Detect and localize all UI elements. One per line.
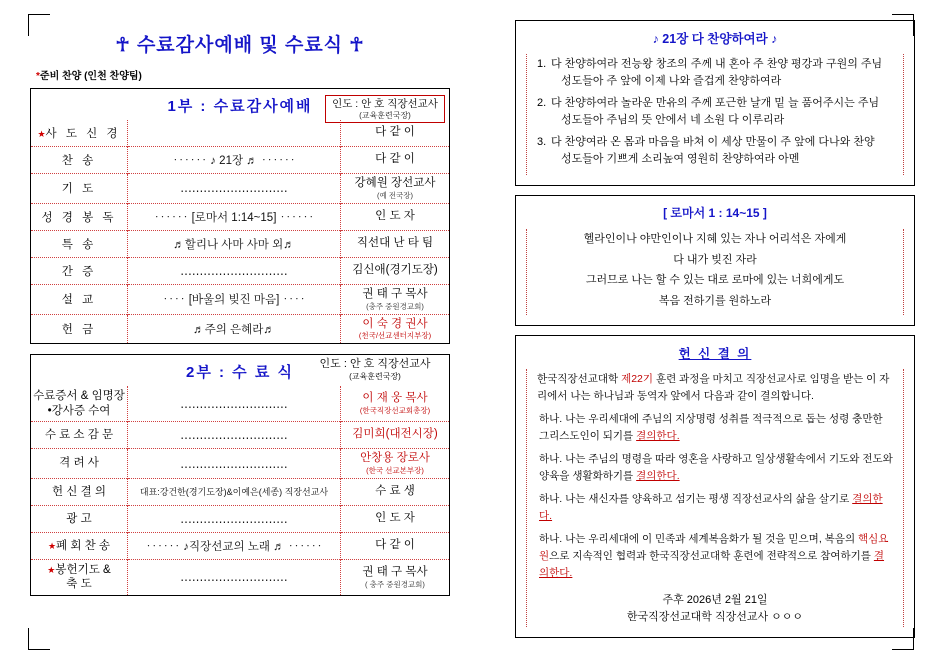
verse-line-1: 다 찬양여라 온 몸과 마음을 바쳐 이 세상 만물이 주 앞에 다나와 찬양 bbox=[551, 136, 875, 149]
table-row bbox=[31, 559, 449, 594]
row-item bbox=[31, 203, 128, 230]
row-detail: ‥‥‥ [로마서 1:14~15] ‥‥‥ bbox=[128, 203, 341, 230]
row-detail: ‥‥‥‥‥‥‥‥‥‥‥‥‥‥ bbox=[128, 422, 341, 449]
row-item bbox=[31, 505, 128, 532]
list-item bbox=[537, 95, 893, 129]
row-item-label: 수료증서 & 임명장 bbox=[33, 390, 125, 403]
vow-item-text: 하나. 나는 우리세대에 이 민족과 세계복음화가 될 것을 믿으며, 복음의 bbox=[539, 533, 859, 546]
row-person bbox=[341, 532, 450, 559]
row-detail: ‥‥‥‥‥‥‥‥‥‥‥‥‥‥ bbox=[128, 449, 341, 479]
row-item bbox=[31, 386, 128, 421]
star-icon: ★ bbox=[37, 129, 46, 139]
row-item bbox=[31, 422, 128, 449]
vow-title: 헌 신 결 의 bbox=[678, 347, 752, 362]
row-person-name: 다 같 이 bbox=[375, 539, 415, 552]
row-detail: ‥‥ [바울의 빚진 마음] ‥‥ bbox=[128, 284, 341, 314]
table-row bbox=[31, 422, 449, 449]
row-person-name: 김미희(대전시장) bbox=[352, 428, 438, 441]
asterisk-icon: * bbox=[36, 71, 40, 82]
row-detail: 대표:강건한(경기도장)&이예은(세종) 직장선교사 bbox=[128, 478, 341, 505]
row-person-sub: ( 충주 중원경교회) bbox=[365, 579, 425, 589]
row-person-name: 김신애(경기도장) bbox=[352, 263, 438, 276]
row-person bbox=[341, 257, 450, 284]
row-item-label bbox=[33, 563, 125, 577]
vow-item-emphasis: 결의한다. bbox=[636, 470, 680, 483]
row-item-label: 헌 신 결 의 bbox=[51, 485, 107, 498]
right-column bbox=[515, 20, 915, 647]
row-item-label: 찬 송 bbox=[61, 155, 97, 167]
row-person-name: 강혜원 장선교사 bbox=[354, 177, 436, 189]
row-person bbox=[341, 230, 450, 257]
vow-intro-a: 한국직장선교대학 bbox=[537, 373, 622, 386]
row-item-label2: 축 도 bbox=[66, 578, 92, 591]
row-item bbox=[31, 478, 128, 505]
part2-leader-sub: (교육훈련국장) bbox=[349, 371, 401, 381]
table-row bbox=[31, 505, 449, 532]
table-row bbox=[31, 386, 449, 421]
vow-body bbox=[526, 369, 904, 627]
row-detail bbox=[128, 120, 341, 147]
preparation-label: 준비 찬양 (인천 찬양팀) bbox=[39, 71, 142, 82]
row-person bbox=[341, 174, 450, 204]
table-row bbox=[31, 314, 449, 343]
vow-signer: 한국직장선교대학 직장선교사 ㅇㅇㅇ bbox=[626, 610, 804, 623]
row-person-name: 인 도 자 bbox=[375, 209, 415, 222]
row-person bbox=[341, 505, 450, 532]
scripture-line: 다 내가 빚진 자라 bbox=[673, 253, 757, 266]
scripture-line: 그러므로 나는 할 수 있는 대로 로마에 있는 너희에게도 bbox=[585, 274, 845, 287]
crop-mark-bottom-left bbox=[28, 628, 50, 650]
star-icon: ★ bbox=[47, 540, 57, 551]
row-person-sub: (예 전국장) bbox=[376, 190, 414, 200]
part1-leader-label: 인도 : 안 호 직장선교사 bbox=[332, 98, 438, 110]
vow-intro bbox=[537, 371, 893, 405]
row-person-name: 이 숙 경 권사 bbox=[362, 317, 428, 330]
row-detail: ‥‥‥‥‥‥‥‥‥‥‥‥‥‥ bbox=[128, 386, 341, 421]
row-detail: ‥‥‥‥‥‥‥‥‥‥‥‥‥‥ bbox=[128, 174, 341, 204]
row-person bbox=[341, 559, 450, 594]
vow-item-emphasis-2: 결의한다. bbox=[539, 550, 885, 580]
row-person bbox=[341, 203, 450, 230]
page-title: ☥ 수료감사예배 및 수료식 ☥ bbox=[115, 35, 365, 56]
table-row bbox=[31, 174, 449, 204]
row-detail: ♬주의 은혜라♬ bbox=[128, 314, 341, 343]
vow-signature bbox=[537, 592, 893, 625]
vow-item-text-2: 으로 지속적인 협력과 한국직장선교대학 훈련에 전략적으로 참여하기를 bbox=[549, 550, 874, 563]
row-person-sub: (천국/선교센터지부장) bbox=[358, 331, 432, 341]
row-person bbox=[341, 147, 450, 174]
part2-heading: 2부 : 수 료 식 bbox=[186, 364, 294, 382]
vow-item-text: 하나. 나는 우리세대에 주님의 지상명령 성취를 적극적으로 돕는 성령 충만한 그리스도인이 되기를 bbox=[539, 413, 883, 443]
row-item-label bbox=[33, 539, 125, 553]
row-person bbox=[341, 120, 450, 147]
verse-number: 3. bbox=[537, 136, 547, 149]
row-person-name: 다 같 이 bbox=[375, 126, 415, 139]
row-detail: ‥‥‥‥‥‥‥‥‥‥‥‥‥‥ bbox=[128, 257, 341, 284]
vow-item-emphasis: 결의한다. bbox=[636, 430, 680, 443]
verse-number: 1. bbox=[537, 58, 547, 70]
table-row bbox=[31, 257, 449, 284]
row-item-label: 격 려 사 bbox=[59, 457, 99, 470]
row-person-name: 수 료 생 bbox=[375, 485, 415, 498]
row-person-sub: (한국직장선교회총장) bbox=[359, 406, 431, 416]
vow-item bbox=[537, 491, 893, 525]
part1-program-table bbox=[31, 120, 449, 343]
row-person bbox=[341, 386, 450, 421]
part1-header bbox=[31, 89, 449, 120]
part1-leader bbox=[325, 95, 445, 123]
table-row bbox=[31, 478, 449, 505]
row-person bbox=[341, 284, 450, 314]
row-item-label: 설 교 bbox=[61, 294, 97, 307]
vow-item bbox=[537, 531, 893, 582]
row-detail: ‥‥‥ ♪직장선교의 노래 ♬ ‥‥‥ bbox=[128, 532, 341, 559]
row-item bbox=[31, 559, 128, 594]
row-person bbox=[341, 478, 450, 505]
row-item-label: 수 료 소 감 문 bbox=[44, 428, 114, 441]
scripture-box bbox=[515, 195, 915, 326]
row-person-name: 안창용 장로사 bbox=[360, 452, 430, 465]
vow-item bbox=[537, 451, 893, 485]
row-item-label2: •강사증 수여 bbox=[47, 404, 111, 417]
row-item bbox=[31, 532, 128, 559]
verse-line-2: 성도들아 주 앞에 이제 나와 즐겁게 찬양하여라 bbox=[561, 75, 782, 88]
part2-box bbox=[30, 354, 450, 595]
table-row bbox=[31, 449, 449, 479]
part1-box bbox=[30, 88, 450, 344]
verse-line-1: 다 찬양하여라 놀라운 만유의 주께 포근한 날개 밑 늘 품어주시는 주님 bbox=[551, 97, 880, 110]
row-person-name: 다 같 이 bbox=[375, 153, 415, 166]
vow-item-text: 하나. 나는 새신자를 양육하고 섬기는 평생 직장선교사의 삶을 살기로 bbox=[539, 493, 853, 506]
row-item-label: 광 고 bbox=[66, 512, 92, 525]
vow-item bbox=[537, 411, 893, 445]
row-person-name: 직선대 난 타 팀 bbox=[356, 236, 434, 249]
scripture-line: 복음 전하기를 원하노라 bbox=[658, 294, 772, 307]
vow-item-emphasis: 결의한다. bbox=[539, 493, 883, 523]
table-row bbox=[31, 230, 449, 257]
row-item bbox=[31, 284, 128, 314]
vow-cohort: 제22기 bbox=[621, 373, 654, 386]
star-icon: ★ bbox=[47, 564, 56, 575]
part2-program-table bbox=[31, 386, 449, 594]
vow-date: 주후 2026년 2월 21일 bbox=[662, 594, 768, 607]
vow-intro-b: 훈련 과정을 마치고 직장선교사로 임명을 받는 이 자리에서 나는 하나님과 동역자 앞에서 다음과 같이 결의합니다. bbox=[537, 373, 890, 403]
preparation-note bbox=[36, 67, 450, 82]
part1-heading: 1부 : 수료감사예배 bbox=[167, 98, 313, 115]
scripture-body bbox=[526, 229, 904, 315]
list-item bbox=[537, 56, 893, 90]
row-item bbox=[31, 257, 128, 284]
verse-number: 2. bbox=[537, 97, 547, 110]
row-detail: ‥‥‥ ♪ 21장 ♬ ‥‥‥ bbox=[128, 147, 341, 174]
part2-header bbox=[31, 355, 449, 386]
row-person-name: 권 태 구 목사 bbox=[362, 565, 428, 578]
row-item-label: 성 경 봉 독 bbox=[41, 211, 117, 224]
table-row bbox=[31, 284, 449, 314]
table-row bbox=[31, 532, 449, 559]
row-person bbox=[341, 422, 450, 449]
vow-item-emphasis: 핵심요원 bbox=[539, 533, 889, 563]
hymn-box bbox=[515, 20, 915, 186]
vow-item-text: 하나. 나는 주님의 명령을 따라 영혼을 사랑하고 일상생활속에서 기도와 전도와 양육을 생활화하기를 bbox=[539, 453, 893, 483]
row-detail: ♬할리나 사마 사마 외♬ bbox=[128, 230, 341, 257]
row-item-text: 폐 회 찬 송 bbox=[56, 539, 111, 552]
row-item-label: 기 도 bbox=[61, 183, 97, 196]
table-row bbox=[31, 203, 449, 230]
row-item bbox=[31, 174, 128, 204]
scripture-line: 헬라인이나 야만인이나 지혜 있는 자나 어리석은 자에게 bbox=[583, 233, 847, 246]
row-person-sub: (충주 중원경교회) bbox=[366, 301, 424, 311]
row-item bbox=[31, 230, 128, 257]
row-person-sub: (한국 선교본부장) bbox=[366, 465, 424, 475]
row-person-name: 인 도 자 bbox=[375, 512, 415, 525]
hymn-inner bbox=[526, 54, 904, 175]
part1-leader-sub: (교육훈련국장) bbox=[359, 111, 411, 121]
row-item-text: 봉헌기도 & bbox=[55, 563, 111, 576]
left-column bbox=[30, 18, 450, 606]
verse-line-2: 성도들아 주님의 뜻 안에서 네 소원 다 이루리라 bbox=[561, 114, 785, 127]
row-item-label: 헌 금 bbox=[61, 323, 97, 336]
row-item-label: 사 도 신 경 bbox=[45, 128, 121, 140]
hymn-verse-list bbox=[537, 56, 893, 168]
scripture-title: [ 로마서 1 : 14~15 ] bbox=[663, 206, 767, 221]
row-detail: ‥‥‥‥‥‥‥‥‥‥‥‥‥‥ bbox=[128, 505, 341, 532]
verse-line-2: 성도들아 기쁘게 소리높여 영원히 찬양하여라 아멘 bbox=[561, 153, 800, 166]
part2-leader-label: 인도 : 안 호 직장선교사 bbox=[319, 358, 431, 371]
row-item-label: 특 송 bbox=[61, 238, 97, 251]
part2-leader bbox=[305, 357, 445, 382]
row-item bbox=[31, 147, 128, 174]
row-item bbox=[31, 449, 128, 479]
hymn-title: ♪ 21장 다 찬양하여라 ♪ bbox=[652, 32, 778, 46]
table-row bbox=[31, 120, 449, 147]
row-person-name: 권 태 구 목사 bbox=[362, 287, 428, 300]
row-person-name: 이 재 웅 목사 bbox=[362, 392, 428, 405]
row-person bbox=[341, 314, 450, 343]
row-item bbox=[31, 314, 128, 343]
verse-line-1: 다 찬양하여라 전능왕 창조의 주께 내 혼아 주 찬양 평강과 구원의 주님 bbox=[551, 58, 883, 70]
table-row bbox=[31, 147, 449, 174]
row-item bbox=[31, 120, 128, 147]
row-person bbox=[341, 449, 450, 479]
vow-box bbox=[515, 335, 915, 638]
list-item bbox=[537, 134, 893, 168]
row-item-label: 간 증 bbox=[61, 265, 97, 278]
row-detail: ‥‥‥‥‥‥‥‥‥‥‥‥‥‥ bbox=[128, 559, 341, 594]
